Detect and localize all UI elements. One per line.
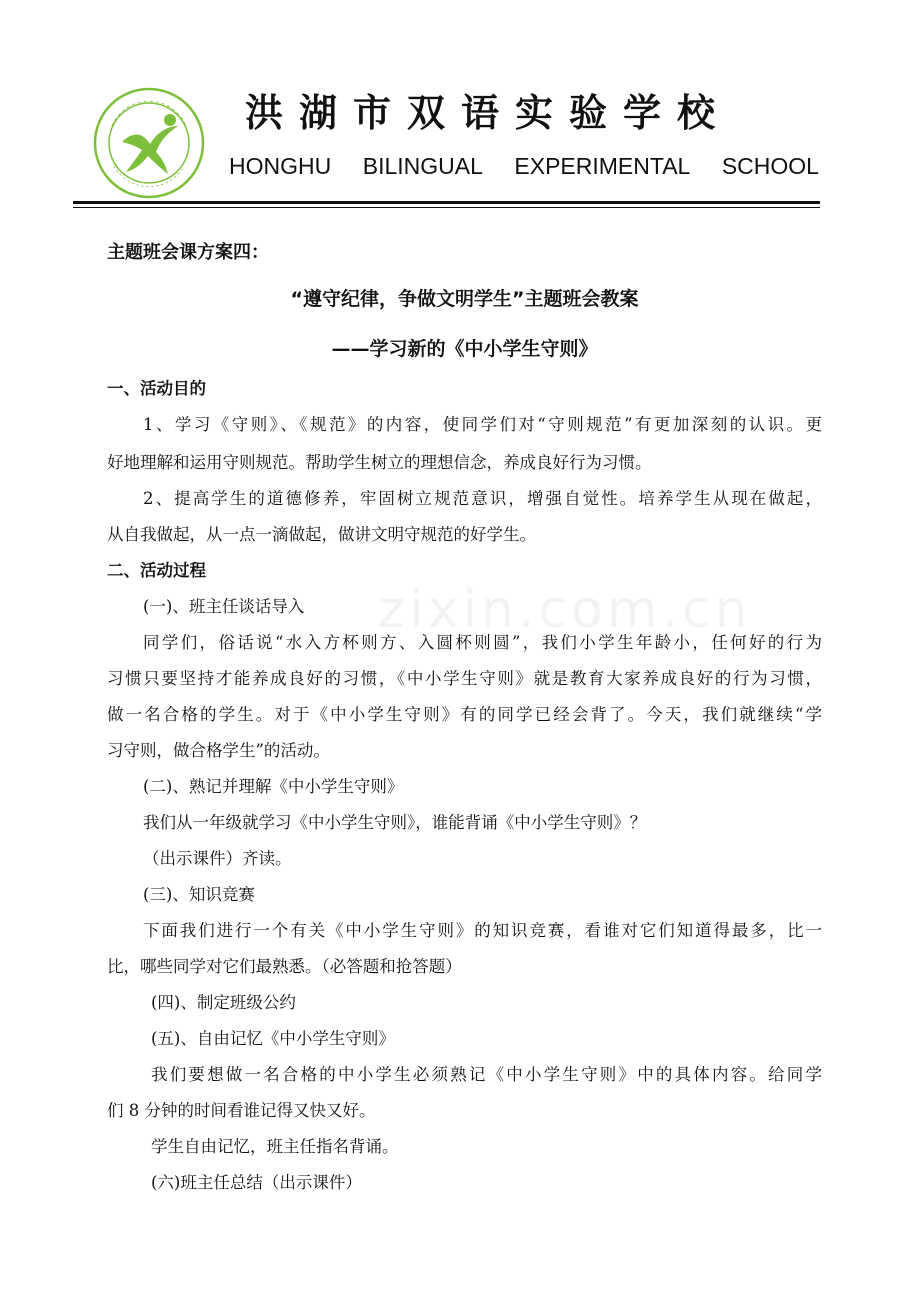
letterhead [0, 0, 920, 215]
paragraph-line: 我们要想做一名合格的中小学生必须熟记《中小学生守则》中的具体内容。给同学 [151, 1065, 822, 1084]
section-heading: 二、活动过程 [107, 561, 206, 580]
paragraph-line: 学生自由记忆，班主任指名背诵。 [151, 1137, 399, 1156]
school-name-en-word: SCHOOL [721, 153, 819, 179]
subsection-heading: (五)、自由记忆《中小学生守则》 [151, 1029, 395, 1048]
school-name-english [229, 150, 819, 182]
school-name-en-word: BILINGUAL [362, 153, 483, 179]
header-divider-thick [73, 201, 820, 204]
subsection-heading: (二)、熟记并理解《中小学生守则》 [143, 777, 404, 796]
paragraph-line: 好地理解和运用守则规范。帮助学生树立的理想信念，养成良好行为习惯。 [107, 453, 652, 472]
subsection-heading: (一)、班主任谈话导入 [143, 597, 305, 616]
paragraph-line: 同学们，俗话说“水入方杯则方、入圆杯则圆”，我们小学生年龄小，任何好的行为 [143, 633, 822, 652]
plan-label: 主题班会课方案四： [107, 242, 269, 263]
document-subtitle: ——学习新的《中小学生守则》 [331, 338, 598, 360]
paragraph-line: 比，哪些同学对它们最熟悉。（必答题和抢答题） [107, 957, 462, 976]
paragraph-line: 习惯只要坚持才能养成良好的习惯，《中小学生守则》就是教育大家养成良好的行为习惯， [107, 669, 822, 688]
section-heading: 一、活动目的 [107, 379, 206, 398]
paragraph-line: 下面我们进行一个有关《中小学生守则》的知识竞赛，看谁对它们知道得最多，比一 [143, 921, 822, 940]
paragraph-line: 们 8 分钟的时间看谁记得又快又好。 [107, 1101, 376, 1120]
school-logo [92, 86, 206, 200]
watermark: zixin.com.cn [378, 580, 752, 640]
document-title: “遵守纪律，争做文明学生”主题班会教案 [290, 288, 639, 310]
subsection-heading: (六)班主任总结（出示课件） [151, 1173, 362, 1192]
subsection-heading: (三)、知识竞赛 [143, 885, 255, 904]
paragraph-line: 1、学习《守则》、《规范》的内容，使同学们对“守则规范”有更加深刻的认识。更 [143, 415, 822, 434]
school-name-en-word: HONGHU [229, 153, 332, 179]
school-name-chinese: 洪湖市双语实验学校 [245, 91, 732, 135]
paragraph-line: 2、提高学生的道德修养，牢固树立规范意识，增强自觉性。培养学生从现在做起， [143, 489, 822, 508]
paragraph-line: 我们从一年级就学习《中小学生守则》，谁能背诵《中小学生守则》？ [143, 813, 647, 832]
paragraph-line: 从自我做起，从一点一滴做起，做讲文明守规范的好学生。 [107, 525, 536, 544]
school-name-en-word: EXPERIMENTAL [514, 153, 691, 179]
header-divider-thin [73, 207, 820, 208]
paragraph-line: 做一名合格的学生。对于《中小学生守则》有的同学已经会背了。今天，我们就继续“学 [107, 705, 822, 724]
paragraph-line: （出示课件）齐读。 [143, 849, 292, 868]
paragraph-line: 习守则，做合格学生”的活动。 [107, 741, 330, 760]
subsection-heading: (四)、制定班级公约 [151, 993, 296, 1012]
